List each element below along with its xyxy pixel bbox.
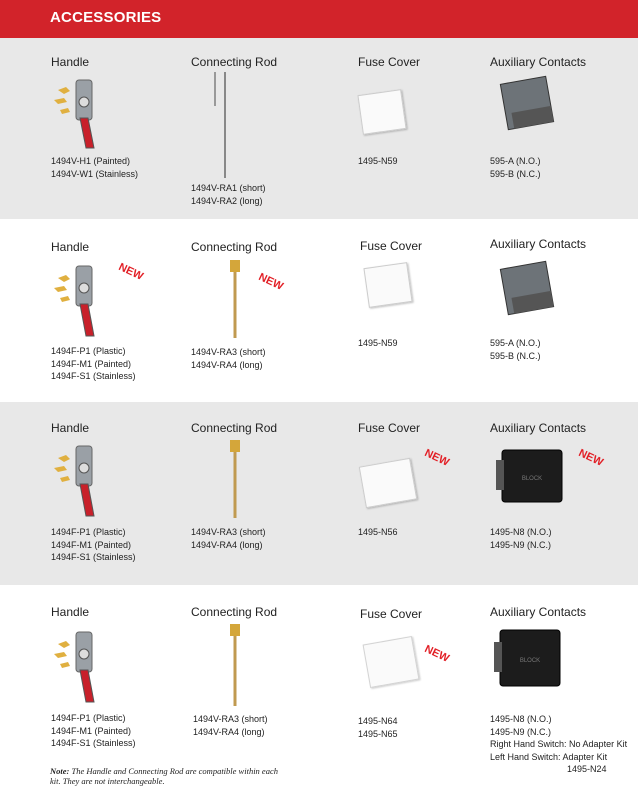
part-number: 595-A (N.O.) xyxy=(490,338,541,348)
fuse-cover-part-list xyxy=(358,715,398,740)
new-badge: NEW xyxy=(576,447,606,469)
part-number: 1494F-M1 (Painted) xyxy=(51,539,132,550)
fuse-cover-image xyxy=(359,458,418,508)
handle-image xyxy=(48,438,108,520)
auxiliary-contacts-part-list xyxy=(490,155,541,180)
part-number: 1495-N59 xyxy=(358,156,398,166)
handle-part-list xyxy=(51,712,136,750)
handle-heading: Handle xyxy=(51,55,90,69)
adapter-note: Left Hand Switch: Adapter Kit xyxy=(490,751,608,762)
part-number: 595-B (N.C.) xyxy=(490,350,541,361)
footnote-text: The Handle and Connecting Rod are compatible within each kit. They are not interchangeable. xyxy=(50,766,278,786)
handle-image xyxy=(48,72,108,152)
footnote xyxy=(50,766,290,786)
new-badge: NEW xyxy=(422,447,452,469)
fuse-cover-heading: Fuse Cover xyxy=(358,55,421,69)
connecting-rod-image xyxy=(225,440,245,520)
part-number: 1494F-S1 (Stainless) xyxy=(51,552,136,562)
part-number: 1494V-RA4 (long) xyxy=(193,726,265,737)
part-number: 1494F-P1 (Plastic) xyxy=(51,346,126,356)
part-number: 1494V-RA2 (long) xyxy=(191,195,263,206)
fuse-cover-image xyxy=(357,89,406,135)
handle-heading: Handle xyxy=(51,240,90,254)
part-number: 1494V-RA4 (long) xyxy=(191,539,263,550)
auxiliary-contacts-image xyxy=(494,446,570,506)
connecting-rod-part-list xyxy=(193,713,268,738)
handle-part-list xyxy=(51,345,136,383)
svg-text:BLOCK: BLOCK xyxy=(521,476,543,482)
fuse-cover-heading: Fuse Cover xyxy=(360,239,423,253)
part-number: 1494V-RA3 (short) xyxy=(193,714,268,724)
part-number: 1494F-P1 (Plastic) xyxy=(51,527,126,537)
connecting-rod-part-list xyxy=(191,346,266,371)
auxiliary-contacts-part-list xyxy=(490,713,627,776)
handle-heading: Handle xyxy=(51,421,90,435)
fuse-cover-part-list xyxy=(358,155,398,168)
fuse-cover-part-list xyxy=(358,526,398,539)
connecting-rod-heading: Connecting Rod xyxy=(191,55,278,69)
auxiliary-contacts-heading: Auxiliary Contacts xyxy=(490,421,587,435)
handle-part-list xyxy=(51,526,136,564)
auxiliary-contacts-heading: Auxiliary Contacts xyxy=(490,605,587,619)
auxiliary-contacts-heading: Auxiliary Contacts xyxy=(490,55,587,69)
connecting-rod-image xyxy=(225,624,245,708)
auxiliary-contacts-part-list xyxy=(490,337,541,362)
part-number: 1494V-H1 (Painted) xyxy=(51,156,131,166)
part-number: 1494V-RA3 (short) xyxy=(191,347,266,357)
connecting-rod-part-list xyxy=(191,182,266,207)
part-number: 1495-N65 xyxy=(358,728,398,739)
part-number: 1494V-RA1 (short) xyxy=(191,183,266,193)
connecting-rod-part-list xyxy=(191,526,266,551)
part-number: 1494V-RA4 (long) xyxy=(191,359,263,370)
svg-text:BLOCK: BLOCK xyxy=(519,658,541,664)
fuse-cover-part-list xyxy=(358,337,398,350)
part-number: 1495-N8 (N.O.) xyxy=(490,527,552,537)
fuse-cover-image xyxy=(363,636,420,688)
page-header xyxy=(0,0,638,38)
auxiliary-contacts-part-list xyxy=(490,526,552,551)
connecting-rod-image xyxy=(205,70,235,180)
connecting-rod-heading: Connecting Rod xyxy=(191,421,278,435)
part-number: 1494F-S1 (Stainless) xyxy=(51,371,136,381)
part-number: 1495-N8 (N.O.) xyxy=(490,714,552,724)
handle-image xyxy=(48,258,108,340)
page-title: ACCESSORIES xyxy=(50,9,162,26)
fuse-cover-heading: Fuse Cover xyxy=(360,607,423,621)
new-badge: NEW xyxy=(256,271,286,293)
adapter-note: Right Hand Switch: No Adapter Kit xyxy=(490,739,628,749)
auxiliary-contacts-image xyxy=(492,626,568,690)
footnote-label: Note: xyxy=(50,766,70,776)
part-number: 595-A (N.O.) xyxy=(490,156,541,166)
connecting-rod-image xyxy=(225,260,245,340)
part-number: 1495-N56 xyxy=(358,527,398,537)
part-number: 1494V-RA3 (short) xyxy=(191,527,266,537)
part-number: 1495-N9 (N.C.) xyxy=(490,726,552,737)
connecting-rod-heading: Connecting Rod xyxy=(191,240,278,254)
auxiliary-contacts-image xyxy=(496,255,566,325)
part-number: 1495-N64 xyxy=(358,716,398,726)
part-number: 1495-N24 xyxy=(567,764,607,774)
part-number: 1494V-W1 (Stainless) xyxy=(51,168,139,179)
auxiliary-contacts-heading: Auxiliary Contacts xyxy=(490,237,587,251)
part-number: 1494F-S1 (Stainless) xyxy=(51,738,136,748)
part-number: 595-B (N.C.) xyxy=(490,168,541,179)
handle-image xyxy=(48,624,108,706)
fuse-cover-heading: Fuse Cover xyxy=(358,421,421,435)
auxiliary-contacts-image xyxy=(496,70,566,140)
part-number: 1495-N9 (N.C.) xyxy=(490,539,552,550)
handle-part-list xyxy=(51,155,138,180)
part-number: 1494F-M1 (Painted) xyxy=(51,358,132,369)
part-number: 1495-N59 xyxy=(358,338,398,348)
new-badge: NEW xyxy=(116,261,146,283)
connecting-rod-heading: Connecting Rod xyxy=(191,605,278,619)
new-badge: NEW xyxy=(422,643,452,665)
part-number: 1494F-M1 (Painted) xyxy=(51,725,132,736)
fuse-cover-image xyxy=(363,262,412,308)
part-number: 1494F-P1 (Plastic) xyxy=(51,713,126,723)
handle-heading: Handle xyxy=(51,605,90,619)
